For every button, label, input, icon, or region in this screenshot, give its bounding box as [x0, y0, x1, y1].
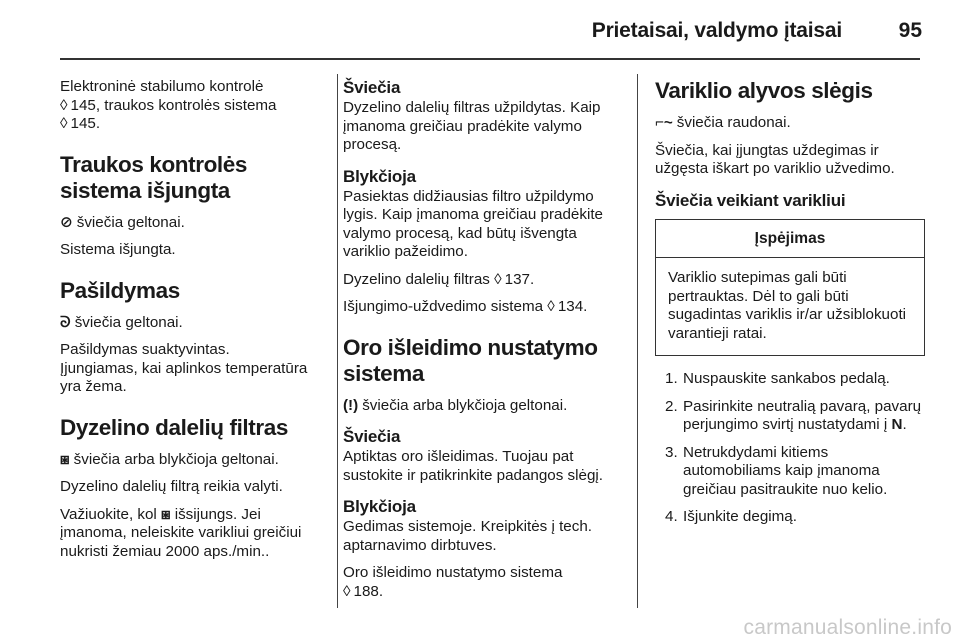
header-title: Prietaisai, valdymo įtaisai — [591, 19, 842, 42]
page-header — [0, 0, 960, 58]
page-number: 95 — [898, 19, 922, 42]
section-heading-traction-off: Traukos kontrolės sistema išjungta — [60, 151, 248, 203]
page-ref-icon: ◊ — [60, 96, 68, 114]
list-item: 2. Pasirinkite neutralią pavarą, pavarų perjungimo svirtį nustatydami į N. — [665, 397, 922, 433]
sub-heading-lit: Šviečia — [343, 427, 401, 446]
page-ref-icon: ◊ — [547, 298, 555, 315]
watermark: carmanualsonline.info — [743, 616, 952, 639]
page-ref-icon: ◊ — [60, 115, 68, 132]
section-heading-dpf: Dyzelino dalelių filtras — [60, 414, 288, 440]
column-1 — [60, 78, 330, 570]
sub-heading-flashing: Blykčioja — [343, 166, 416, 186]
intro-paragraph: Elektroninė stabilumo kontrolė ◊ 145, traukos kontrolės sistema ◊ 145. — [60, 78, 277, 132]
list-item: 1. Nuspauskite sankabos pedalą. — [665, 370, 890, 387]
list-item: 4. Išjunkite degimą. — [665, 508, 797, 525]
oil-can-icon: ⌐~ — [655, 114, 673, 131]
paragraph: Oro išleidimo nustatymo sistema ◊ 188. — [343, 564, 563, 600]
paragraph: (!) šviečia arba blykčioja geltonai. — [343, 396, 568, 414]
page-ref-icon: ◊ — [343, 582, 351, 600]
section-heading-tyre-deflation: Oro išleidimo nustatymo sistema — [343, 334, 598, 386]
page-ref-link[interactable]: 137. — [504, 270, 535, 288]
warning-body: Variklio sutepimas gali būti pertrauktas. Dėl to gali būti sugadintas variklis ir/ar užsiblokuoti varantieji ratai. — [668, 269, 907, 342]
paragraph: ᘐ šviečia geltonai. — [60, 313, 183, 331]
paragraph: Šviečia, kai įjungtas uždegimas ir užgęsta iškart po variklio užvedimo. — [655, 141, 895, 177]
dpf-icon: ⧆ — [60, 450, 70, 468]
page-ref-link[interactable]: 145. — [70, 115, 101, 132]
paragraph: Pašildymas suaktyvintas. Įjungiamas, kai aplinkos temperatūra yra žema. — [60, 341, 308, 395]
glow-plug-icon: ᘐ — [60, 313, 71, 331]
page-ref-link[interactable]: 134. — [557, 298, 588, 315]
page-ref-icon: ◊ — [494, 270, 502, 288]
warning-box — [655, 219, 925, 357]
page-ref-link[interactable]: 188. — [353, 582, 384, 600]
paragraph: Važiuokite, kol ⧆ išsijungs. Jei įmanoma, neleiskite varikliui greičiui nukristi žemiau 2000 aps./min.. — [60, 505, 302, 560]
paragraph: Aptiktas oro išleidimas. Tuojau pat sustokite ir patikrinkite padangos slėgį. — [343, 448, 604, 484]
column-divider-2 — [637, 74, 638, 608]
column-divider-1 — [337, 74, 338, 608]
paragraph: Išjungimo-uždvedimo sistema ◊ 134. — [343, 298, 588, 315]
paragraph: Pasiektas didžiausias filtro užpildymo lygis. Kaip įmanoma greičiau pradėkite valymo procesą, kad būtų išvengta variklio pažeidimo. — [343, 187, 604, 260]
column-2 — [343, 78, 628, 610]
sub-heading-lit: Šviečia — [343, 78, 401, 97]
dpf-icon: ⧆ — [161, 505, 171, 523]
list-item: 3. Netrukdydami kitiems automobiliams kaip įmanoma greičiau pasitraukite nuo kelio. — [665, 443, 888, 498]
paragraph: ⊘ šviečia geltonai. — [60, 213, 185, 231]
sub-heading-engine-running: Šviečia veikiant varikliui — [655, 190, 846, 210]
paragraph: Dyzelino dalelių filtrą reikia valyti. — [60, 478, 283, 495]
paragraph: Dyzelino dalelių filtras ◊ 137. — [343, 270, 535, 288]
warning-title: Įspėjimas — [656, 220, 924, 259]
paragraph: ⌐~ šviečia raudonai. — [655, 114, 791, 131]
page-ref-link[interactable]: 145, traukos kontrolės sistema — [70, 96, 277, 114]
section-heading-oil-pressure: Variklio alyvos slėgis — [655, 78, 873, 103]
steps-list — [655, 370, 925, 527]
header-divider — [60, 58, 920, 60]
sub-heading-flashing: Blykčioja — [343, 497, 416, 516]
section-heading-preheating: Pašildymas — [60, 277, 180, 303]
paragraph: Dyzelino dalelių filtras užpildytas. Kaip įmanoma greičiau pradėkite valymo procesą. — [343, 99, 601, 153]
paragraph: Gedimas sistemoje. Kreipkitės į tech. aptarnavimo dirbtuves. — [343, 518, 592, 554]
traction-off-icon: ⊘ — [60, 213, 73, 231]
paragraph: ⧆ šviečia arba blykčioja geltonai. — [60, 450, 279, 468]
column-3 — [655, 78, 925, 536]
tyre-pressure-icon: (!) — [343, 396, 359, 414]
paragraph: Sistema išjungta. — [60, 241, 176, 258]
